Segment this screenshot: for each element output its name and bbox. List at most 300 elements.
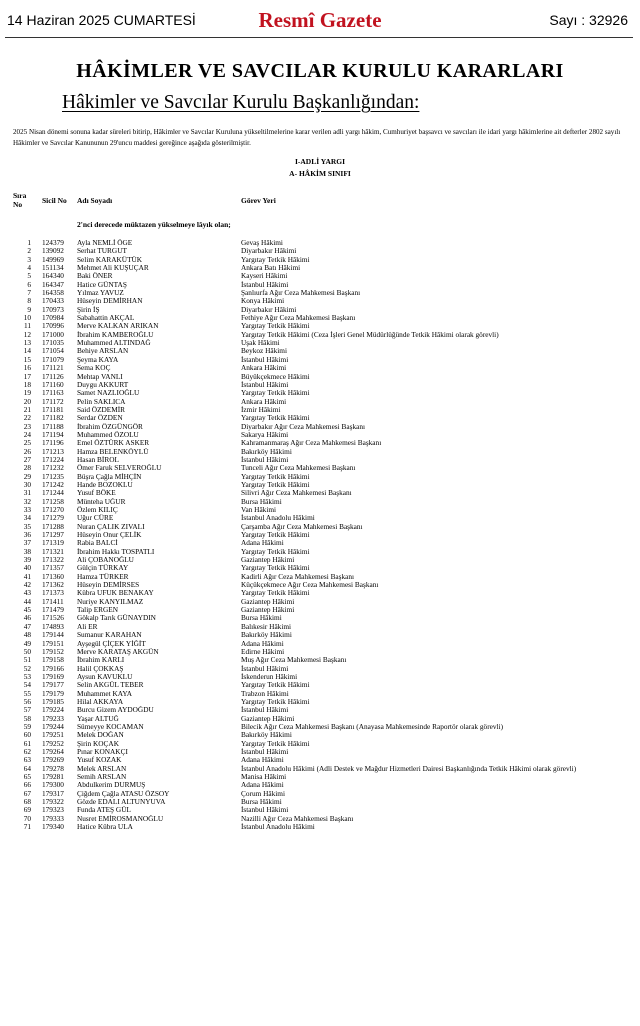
row-sicil-no: 171126: [42, 372, 64, 381]
issue-date: 14 Haziran 2025 CUMARTESİ: [7, 12, 196, 28]
row-sicil-no: 164358: [42, 289, 64, 298]
row-name: Hamza BELENKÖYLÜ: [77, 447, 149, 456]
table-row: [0, 640, 640, 648]
row-sicil-no: 170996: [42, 322, 64, 331]
row-spacer: [31, 406, 42, 414]
row-spacer: [31, 281, 42, 289]
table-row: [0, 690, 640, 698]
table-row: [0, 322, 640, 330]
row-number: 43: [23, 589, 31, 598]
row-number: 4: [27, 264, 31, 273]
row-name: Baki ÖNER: [77, 272, 113, 281]
row-number: 41: [23, 572, 31, 581]
row-sicil-no: 179269: [42, 756, 64, 765]
row-duty-station: Adana Hâkimi: [241, 756, 284, 765]
row-spacer: [31, 464, 42, 472]
row-duty-station: Beykoz Hâkimi: [241, 347, 288, 356]
row-sicil-no: 171258: [42, 497, 64, 506]
table-row: [0, 723, 640, 731]
row-number: 13: [23, 339, 31, 348]
row-duty-station: İstanbul Hâkimi: [241, 706, 289, 715]
row-sicil-no: 170984: [42, 314, 64, 323]
row-sicil-no: 139092: [42, 247, 64, 256]
row-sicil-no: 171182: [42, 414, 64, 423]
row-number: 33: [23, 506, 31, 514]
row-name: Samet NAZLIOĞLU: [77, 389, 140, 398]
table-row: [0, 706, 640, 714]
table-row: [0, 740, 640, 748]
row-name: Hilal AKKAYA: [77, 697, 124, 706]
table-row: [0, 765, 640, 773]
row-name: Gökalp Tarık GÜNAYDIN: [77, 614, 156, 623]
row-number: 24: [23, 430, 31, 439]
row-sicil-no: 174893: [42, 622, 64, 631]
row-sicil-no: 171054: [42, 347, 64, 356]
table-row: [0, 773, 640, 781]
row-name: Şirin İŞ: [77, 305, 100, 314]
row-sicil-no: 124379: [42, 239, 64, 247]
row-sicil-no: 171362: [42, 581, 64, 590]
row-spacer: [31, 423, 42, 431]
table-row: [0, 673, 640, 681]
row-sicil-no: 171163: [42, 389, 64, 398]
table-row: [0, 448, 640, 456]
row-duty-station: Uşak Hâkimi: [241, 339, 280, 348]
table-row: [0, 556, 640, 564]
row-number: 35: [23, 522, 31, 531]
row-spacer: [31, 331, 42, 339]
column-header-sira: Sıra: [13, 191, 27, 200]
row-sicil-no: 171360: [42, 572, 64, 581]
row-sicil-no: 179278: [42, 764, 64, 773]
row-spacer: [31, 247, 42, 255]
row-sicil-no: 171079: [42, 355, 64, 364]
row-spacer: [31, 815, 42, 823]
row-duty-station: Kadirli Ağır Ceza Mahkemesi Başkanı: [241, 572, 355, 581]
row-duty-station: Manisa Hâkimi: [241, 773, 287, 781]
row-number: 30: [23, 480, 31, 489]
row-spacer: [31, 773, 42, 781]
section-heading: I-ADLİ YARGI: [294, 157, 346, 166]
row-name: İbrahim KAMBEROĞLU: [77, 330, 154, 339]
row-spacer: [31, 322, 42, 330]
table-row: [0, 648, 640, 656]
row-duty-station: Yargıtay Tetkik Hâkimi: [241, 681, 310, 690]
row-number: 29: [23, 472, 31, 481]
table-row: [0, 606, 640, 614]
row-number: 2: [27, 247, 31, 256]
row-spacer: [31, 456, 42, 464]
table-row: [0, 815, 640, 823]
row-duty-station: Diyarbakır Ağır Ceza Mahkemesi Başkanı: [241, 422, 366, 431]
row-sicil-no: 170973: [42, 305, 64, 314]
row-number: 44: [23, 597, 31, 606]
table-row: [0, 406, 640, 414]
row-duty-station: Yargıtay Tetkik Hâkimi: [241, 255, 310, 264]
row-spacer: [31, 715, 42, 723]
row-number: 54: [23, 681, 31, 690]
row-name: Kübra UFUK BENAKAY: [77, 589, 154, 598]
row-spacer: [31, 748, 42, 756]
table-row: [0, 823, 640, 831]
row-duty-station: Küçükçekmece Ağır Ceza Mahkemesi Başkanı: [241, 581, 379, 590]
row-duty-station: Silivri Ağır Ceza Mahkemesi Başkanı: [241, 489, 352, 498]
row-name: Sabahattin AKÇAL: [77, 314, 135, 323]
row-sicil-no: 171213: [42, 447, 64, 456]
row-name: İbrahim KARLI: [77, 656, 125, 665]
row-number: 69: [23, 806, 31, 815]
row-number: 5: [27, 272, 31, 281]
row-duty-station: Tunceli Ağır Ceza Mahkemesi Başkanı: [241, 464, 356, 473]
table-row: [0, 289, 640, 297]
row-name: Pelin SAKLICA: [77, 397, 126, 406]
row-number: 3: [27, 255, 31, 264]
row-duty-station: Fethiye Ağır Ceza Mahkemesi Başkanı: [241, 314, 356, 323]
row-number: 52: [23, 664, 31, 673]
row-name: Nuran ÇALIK ZIVALI: [77, 522, 145, 531]
row-sicil-no: 179166: [42, 664, 64, 673]
row-spacer: [31, 523, 42, 531]
row-spacer: [31, 389, 42, 397]
row-duty-station: Bilecik Ağır Ceza Mahkemesi Başkanı (Anayasa Mahkemesinde Raportör olarak görevli): [241, 722, 503, 731]
row-duty-station: Gaziantep Hâkimi: [241, 714, 295, 723]
row-name: Muhammed ALTINDAĞ: [77, 339, 151, 348]
row-sicil-no: 179177: [42, 681, 64, 690]
row-name: Sema KOÇ: [77, 364, 111, 373]
row-number: 57: [23, 706, 31, 715]
row-spacer: [31, 339, 42, 347]
row-spacer: [31, 514, 42, 522]
row-spacer: [31, 439, 42, 447]
row-name: Sumanur KARAHAN: [77, 631, 142, 640]
row-number: 55: [23, 689, 31, 698]
gazette-title: Resmî Gazete: [258, 8, 382, 32]
row-number: 64: [23, 764, 31, 773]
table-row: [0, 339, 640, 347]
row-sicil-no: 171232: [42, 464, 64, 473]
row-sicil-no: 179317: [42, 789, 64, 798]
row-name: Şeyma KAYA: [77, 355, 119, 364]
row-duty-station: İstanbul Hâkimi: [241, 280, 289, 289]
table-row: [0, 456, 640, 464]
row-name: Nusret EMİROSMANOĞLU: [77, 814, 164, 823]
row-duty-station: Yargıtay Tetkik Hâkimi: [241, 547, 310, 556]
row-name: Hande BOZOKLU: [77, 480, 133, 489]
row-duty-station: Yargıtay Tetkik Hâkimi: [241, 472, 310, 481]
row-sicil-no: 171194: [42, 430, 64, 439]
row-sicil-no: 179323: [42, 806, 64, 815]
table-row: [0, 272, 640, 280]
row-name: Yusuf BÖKE: [77, 489, 116, 498]
row-sicil-no: 179264: [42, 747, 64, 756]
row-name: Burcu Gizem AYDOĞDU: [77, 706, 154, 715]
row-duty-station: İstanbul Hâkimi: [241, 380, 289, 389]
row-duty-station: Kayseri Hâkimi: [241, 272, 288, 281]
row-spacer: [31, 398, 42, 406]
row-number: 70: [23, 814, 31, 823]
row-sicil-no: 179252: [42, 739, 64, 748]
row-number: 67: [23, 789, 31, 798]
row-spacer: [31, 364, 42, 372]
row-sicil-no: 171321: [42, 547, 64, 556]
row-name: İbrahim Hakkı TOSPATLI: [77, 547, 155, 556]
row-number: 27: [23, 455, 31, 464]
row-sicil-no: 171121: [42, 364, 64, 373]
row-name: Merve KARATAŞ AKGÜN: [77, 647, 159, 656]
table-row: [0, 665, 640, 673]
table-row: [0, 598, 640, 606]
row-duty-station: Yargıtay Tetkik Hâkimi: [241, 589, 310, 598]
table-row: [0, 331, 640, 339]
row-number: 61: [23, 739, 31, 748]
row-number: 51: [23, 656, 31, 665]
row-number: 71: [23, 823, 31, 832]
row-number: 9: [27, 305, 31, 314]
table-row: [0, 473, 640, 481]
row-spacer: [31, 489, 42, 497]
row-duty-station: İstanbul Anadolu Hâkimi: [241, 514, 315, 523]
row-number: 37: [23, 539, 31, 548]
row-name: Talip ERGEN: [77, 606, 119, 615]
subsection-heading: A- HÂKİM SINIFI: [289, 169, 351, 178]
row-duty-station: Nazilli Ağır Ceza Mahkemesi Başkanı: [241, 814, 354, 823]
row-name: Ayla NEMLİ ÖGE: [77, 239, 133, 247]
row-number: 6: [27, 280, 31, 289]
row-sicil-no: 171279: [42, 514, 64, 523]
table-row: [0, 548, 640, 556]
row-number: 31: [23, 489, 31, 498]
row-spacer: [31, 698, 42, 706]
row-number: 1: [27, 239, 31, 247]
row-spacer: [31, 681, 42, 689]
row-sicil-no: 179251: [42, 731, 64, 740]
row-duty-station: Gevaş Hâkimi: [241, 239, 283, 247]
row-duty-station: Adana Hâkimi: [241, 539, 284, 548]
table-row: [0, 681, 640, 689]
row-number: 20: [23, 397, 31, 406]
row-duty-station: Bursa Hâkimi: [241, 497, 282, 506]
table-row: [0, 581, 640, 589]
row-name: Duygu AKKURT: [77, 380, 129, 389]
row-spacer: [31, 606, 42, 614]
table-row: [0, 790, 640, 798]
row-number: 14: [23, 347, 31, 356]
row-number: 48: [23, 631, 31, 640]
table-row: [0, 489, 640, 497]
row-duty-station: Yargıtay Tetkik Hâkimi: [241, 389, 310, 398]
row-name: Ali ER: [77, 622, 98, 631]
row-spacer: [31, 823, 42, 831]
row-sicil-no: 179322: [42, 798, 64, 807]
table-row: [0, 806, 640, 814]
row-spacer: [31, 673, 42, 681]
row-sicil-no: 171322: [42, 556, 64, 565]
row-number: 40: [23, 564, 31, 573]
row-duty-station: Balıkesir Hâkimi: [241, 622, 292, 631]
row-sicil-no: 171270: [42, 506, 64, 514]
table-row: [0, 389, 640, 397]
row-name: Selim KARAKÜTÜK: [77, 255, 143, 264]
row-spacer: [31, 581, 42, 589]
row-duty-station: Muş Ağır Ceza Mahkemesi Başkanı: [241, 656, 347, 665]
row-duty-station: Yargıtay Tetkik Hâkimi: [241, 531, 310, 540]
row-spacer: [31, 531, 42, 539]
row-number: 19: [23, 389, 31, 398]
row-name: Özlem KILIÇ: [77, 506, 118, 514]
row-name: Muhammed ÖZOLU: [77, 430, 139, 439]
row-number: 56: [23, 697, 31, 706]
row-name: Hatice Kübra ULA: [77, 823, 133, 832]
table-row: [0, 347, 640, 355]
column-header-no: No: [13, 200, 23, 209]
row-spacer: [31, 731, 42, 739]
row-number: 47: [23, 622, 31, 631]
row-spacer: [31, 289, 42, 297]
header-divider: [5, 37, 633, 38]
table-row: [0, 623, 640, 631]
row-spacer: [31, 589, 42, 597]
row-duty-station: Şanlıurfa Ağır Ceza Mahkemesi Başkanı: [241, 289, 361, 298]
row-spacer: [31, 506, 42, 514]
table-row: [0, 264, 640, 272]
row-duty-station: Trabzon Hâkimi: [241, 689, 289, 698]
row-name: Büşra Çağla MİHÇİN: [77, 472, 142, 481]
row-number: 45: [23, 606, 31, 615]
row-spacer: [31, 272, 42, 280]
row-name: Yusuf KOZAK: [77, 756, 122, 765]
table-row: [0, 798, 640, 806]
row-number: 46: [23, 614, 31, 623]
table-row: [0, 589, 640, 597]
row-duty-station: Gaziantep Hâkimi: [241, 606, 295, 615]
table-row: [0, 306, 640, 314]
row-sicil-no: 179169: [42, 672, 64, 681]
table-row: [0, 573, 640, 581]
row-sicil-no: 171479: [42, 606, 64, 615]
row-duty-station: Bakırköy Hâkimi: [241, 631, 292, 640]
row-spacer: [31, 648, 42, 656]
row-spacer: [31, 756, 42, 764]
row-name: Halil ÇOKKAŞ: [77, 664, 124, 673]
row-name: Münteha UĞUR: [77, 497, 126, 506]
row-spacer: [31, 790, 42, 798]
row-sicil-no: 171357: [42, 564, 64, 573]
table-row: [0, 439, 640, 447]
row-spacer: [31, 598, 42, 606]
row-duty-station: Gaziantep Hâkimi: [241, 597, 295, 606]
row-name: Behiye ARSLAN: [77, 347, 129, 356]
row-spacer: [31, 498, 42, 506]
row-name: Selin AKGÜL TEBER: [77, 681, 144, 690]
row-spacer: [31, 539, 42, 547]
table-row: [0, 314, 640, 322]
table-row: [0, 506, 640, 514]
row-spacer: [31, 656, 42, 664]
document-title: HÂKİMLER VE SAVCILAR KURULU KARARLARI: [76, 60, 564, 82]
row-number: 26: [23, 447, 31, 456]
row-sicil-no: 171297: [42, 531, 64, 540]
row-name: Mehmet Ali KUŞUÇAR: [77, 264, 149, 273]
row-duty-station: Ankara Batı Hâkimi: [241, 264, 301, 273]
table-row: [0, 539, 640, 547]
row-spacer: [31, 548, 42, 556]
table-row: [0, 297, 640, 305]
row-sicil-no: 171319: [42, 539, 64, 548]
table-row: [0, 564, 640, 572]
issue-number: Sayı : 32926: [549, 12, 628, 28]
row-sicil-no: 179281: [42, 773, 64, 781]
row-sicil-no: 179185: [42, 697, 64, 706]
row-duty-station: Yargıtay Tetkik Hâkimi: [241, 480, 310, 489]
row-duty-station: Adana Hâkimi: [241, 781, 284, 790]
row-name: Funda ATEŞ GÜL: [77, 806, 131, 815]
row-spacer: [31, 381, 42, 389]
row-duty-station: Diyarbakır Hâkimi: [241, 305, 297, 314]
row-duty-station: Sakarya Hâkimi: [241, 430, 289, 439]
row-number: 36: [23, 531, 31, 540]
row-number: 38: [23, 547, 31, 556]
row-number: 10: [23, 314, 31, 323]
row-duty-station: Diyarbakır Hâkimi: [241, 247, 297, 256]
row-duty-station: Yargıtay Tetkik Hâkimi: [241, 322, 310, 331]
row-duty-station: Yargıtay Tetkik Hâkimi: [241, 739, 310, 748]
row-number: 62: [23, 747, 31, 756]
row-number: 34: [23, 514, 31, 523]
table-row: [0, 481, 640, 489]
row-name: İbrahim ÖZGÜNGÖR: [77, 422, 143, 431]
row-spacer: [31, 765, 42, 773]
row-sicil-no: 171526: [42, 614, 64, 623]
row-spacer: [31, 573, 42, 581]
row-sicil-no: 179244: [42, 722, 64, 731]
row-number: 21: [23, 405, 31, 414]
row-number: 7: [27, 289, 31, 298]
row-number: 25: [23, 439, 31, 448]
row-sicil-no: 171172: [42, 397, 64, 406]
row-sicil-no: 149969: [42, 255, 64, 264]
row-duty-station: Bursa Hâkimi: [241, 798, 282, 807]
row-duty-station: Yargıtay Tetkik Hâkimi: [241, 414, 310, 423]
row-spacer: [31, 347, 42, 355]
row-name: Hamza TÜRKER: [77, 572, 129, 581]
row-spacer: [31, 314, 42, 322]
row-spacer: [31, 431, 42, 439]
document-subtitle: Hâkimler ve Savcılar Kurulu Başkanlığından:: [62, 92, 420, 113]
table-row: [0, 356, 640, 364]
row-spacer: [31, 448, 42, 456]
row-duty-station: Adana Hâkimi: [241, 639, 284, 648]
row-name: Yaşar ALTUĞ: [77, 714, 119, 723]
row-duty-station: İstanbul Hâkimi: [241, 455, 289, 464]
row-name: Yılmaz YAVUZ: [77, 289, 124, 298]
table-row: [0, 631, 640, 639]
row-duty-station: Konya Hâkimi: [241, 297, 285, 306]
row-duty-station: Bursa Hâkimi: [241, 614, 282, 623]
row-number: 66: [23, 781, 31, 790]
table-row: [0, 423, 640, 431]
row-duty-station: Çarşamba Ağır Ceza Mahkemesi Başkanı: [241, 522, 363, 531]
row-sicil-no: 171288: [42, 522, 64, 531]
row-number: 49: [23, 639, 31, 648]
row-name: Muhammet KAYA: [77, 689, 133, 698]
row-number: 60: [23, 731, 31, 740]
row-duty-station: Edirne Hâkimi: [241, 647, 285, 656]
row-name: Hatice GÜNTAŞ: [77, 280, 127, 289]
row-spacer: [31, 414, 42, 422]
row-name: Ömer Faruk SELVEROĞLU: [77, 464, 162, 473]
row-sicil-no: 151134: [42, 264, 64, 273]
row-sicil-no: 179151: [42, 639, 64, 648]
